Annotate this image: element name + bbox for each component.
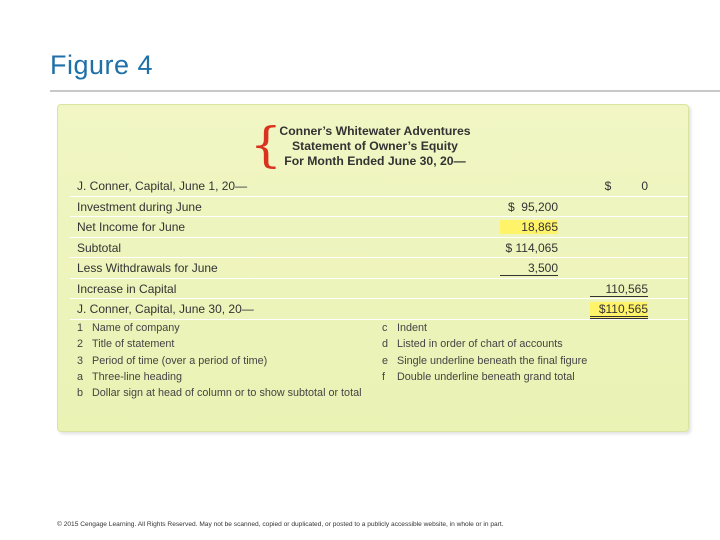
table-row [70, 217, 688, 238]
row-label: Net Income for June [77, 220, 186, 234]
heading-brace-icon: { [250, 117, 282, 173]
row-label: Increase in Capital [77, 281, 177, 296]
table-row [70, 299, 688, 320]
note-text: Dollar sign at head of column or to show subtotal or total [92, 387, 362, 400]
note-key: e [382, 354, 389, 367]
table-row [70, 197, 688, 218]
note-text: Double underline beneath grand total [397, 370, 575, 383]
statement-period: For Month Ended June 30, 20— [284, 154, 466, 168]
table-row [70, 238, 688, 259]
list-item [77, 320, 377, 336]
note-text: Indent [397, 322, 428, 334]
statement-title: Statement of Owner’s Equity [292, 139, 458, 153]
net-income-amount: 18,865 [500, 220, 558, 234]
statement-heading [270, 124, 480, 169]
note-key: a [77, 370, 84, 383]
notes-right [382, 320, 642, 385]
list-item [382, 336, 642, 352]
note-text: Period of time (over a period of time) [92, 354, 268, 367]
row-label: Subtotal [77, 240, 122, 255]
company-name: Conner’s Whitewater Adventures [279, 124, 471, 138]
increase-amount: 110,565 [590, 282, 648, 297]
list-item [382, 353, 642, 369]
list-item [382, 369, 642, 385]
note-text: Name of company [92, 322, 180, 334]
row-label: Less Withdrawals for June [77, 261, 218, 275]
note-text: Three-line heading [92, 370, 183, 383]
note-key: c [382, 322, 388, 334]
slide-title: Figure 4 [50, 50, 154, 80]
withdrawals-amount: 3,500 [500, 261, 558, 276]
copyright-notice: © 2015 Cengage Learning. All Rights Reserved. May not be scanned, copied or duplicated, or posted to a publicly accessible website, in whole or in part. [57, 521, 504, 528]
note-key: 2 [77, 338, 84, 351]
table-row [70, 258, 688, 279]
note-text: Single underline beneath the final figure [397, 354, 588, 367]
list-item [77, 336, 377, 352]
note-text: Title of statement [92, 338, 175, 351]
row-label: J. Conner, Capital, June 1, 20— [77, 179, 248, 193]
row-label: J. Conner, Capital, June 30, 20— [77, 302, 254, 316]
note-key: 3 [77, 354, 84, 367]
ending-capital-amount: $110,565 [590, 302, 648, 319]
statement-table [70, 176, 688, 320]
title-divider [50, 90, 720, 92]
list-item [77, 353, 377, 369]
table-row [70, 176, 688, 197]
note-key: b [77, 387, 84, 400]
list-item [77, 385, 377, 401]
list-item [382, 320, 642, 336]
row-amount-left: $ 114,065 [505, 240, 558, 255]
note-key: 1 [77, 322, 84, 334]
note-text: Listed in order of chart of accounts [397, 338, 563, 351]
note-key: d [382, 338, 389, 351]
note-key: f [382, 370, 385, 383]
row-amount-left: $ 95,200 [507, 199, 558, 214]
row-label: Investment during June [77, 199, 202, 214]
notes-left [77, 320, 377, 401]
table-row [70, 279, 688, 300]
row-amount-right: $ 0 [604, 179, 648, 193]
list-item [77, 369, 377, 385]
